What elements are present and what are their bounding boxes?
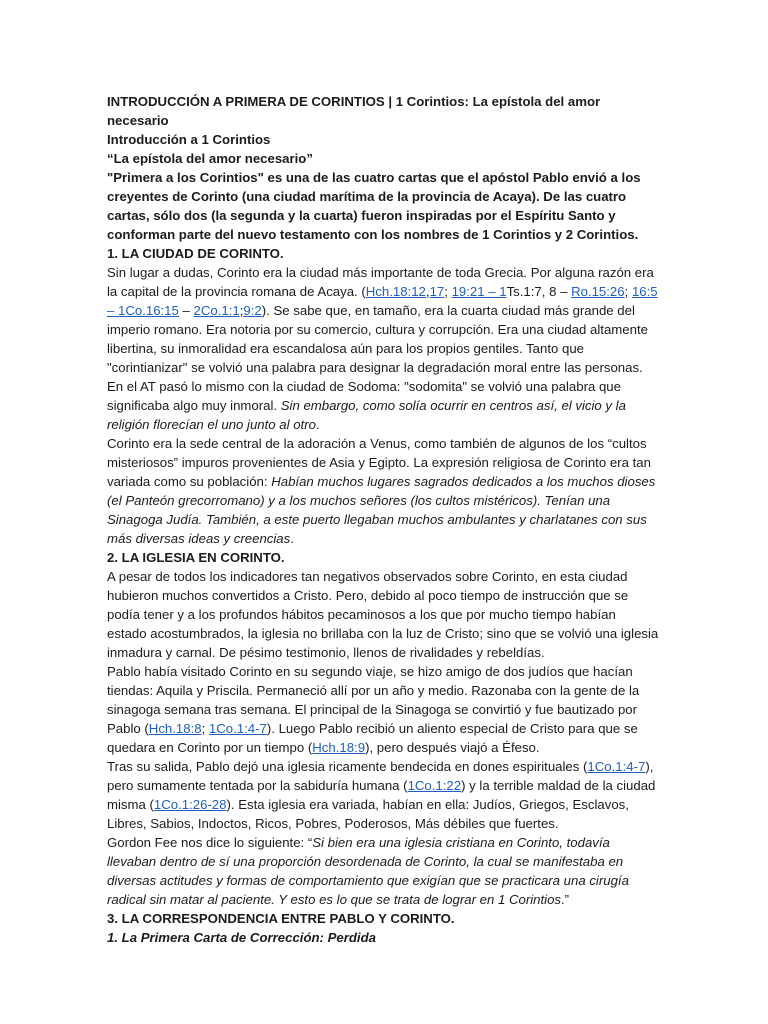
bible-ref-link[interactable]: 1Co.1:22 — [407, 778, 462, 793]
bible-ref-link[interactable]: Ro.15:26 — [571, 284, 625, 299]
bible-ref-link[interactable]: 1Co.1:26-28 — [153, 797, 227, 812]
section-2-paragraph-4 — [107, 833, 659, 909]
section-3-subheading: 1. La Primera Carta de Corrección: Perdida — [107, 930, 376, 945]
bible-ref-link[interactable]: 9:2 — [243, 303, 262, 318]
text-run: Gordon Fee nos dice lo siguiente: “ — [107, 835, 313, 850]
bible-ref-link[interactable]: 1Co.1:4-7 — [208, 721, 267, 736]
bible-ref-link[interactable]: Hch.18:9 — [312, 740, 366, 755]
italic-run: Habían muchos lugares sagrados dedicados a los muchos dioses (el Panteón grecorromano) y a los muchos señores (los cultos mistéricos). Tenían una Sinagoga Judía — [107, 474, 656, 527]
bible-ref-link[interactable]: 16:5 – 1Co.16:15 — [107, 284, 658, 318]
document-title: INTRODUCCIÓN A PRIMERA DE CORINTIOS | 1 Corintios: La epístola del amor necesario — [107, 94, 601, 128]
italic-run: . También, a este puerto llegaban muchos ambulantes y charlatanes con sus más diversas ideas y creencias — [107, 512, 647, 546]
bible-ref-link[interactable]: Hch.18:12 — [365, 284, 426, 299]
section-1-paragraph-2 — [107, 434, 659, 548]
text-run: – — [178, 303, 194, 318]
text-run: ; — [624, 284, 632, 299]
bible-ref-link[interactable]: 1Co.1:4-7 — [587, 759, 646, 774]
section-1-paragraph-1 — [107, 263, 659, 434]
text-run: ; — [444, 284, 452, 299]
text-run: ). Se sabe que, en tamaño, era la cuarta ciudad más grande del imperio romano. Era notoria por su comercio, cultura y corrupción. Era una ciudad altamente libertina, su inmoralidad era escandalosa aún para los propios gentiles. Tanto que "corintianizar" se volvió una palabra para designar la degradación moral entre las personas. En el AT pasó lo mismo con la ciudad de Sodoma: "sodomita" se volvió una palabra que significaba algo muy inmoral. — [107, 303, 648, 413]
text-run: Pablo había visitado Corinto en su segundo viaje, se hizo amigo de dos judíos que hacían tiendas: Aquila y Priscila. Permaneció allí por un año y medio. Razonaba con la gente de la sinagoga semana tras semana. El principal de la Sinagoga se convirtió y fue bautizado por Pablo ( — [107, 664, 640, 736]
document-page — [107, 92, 659, 947]
bible-ref-link[interactable]: 19:21 – 1 — [451, 284, 507, 299]
bible-ref-link[interactable]: Hch.18:8 — [148, 721, 202, 736]
section-2-paragraph-1: A pesar de todos los indicadores tan negativos observados sobre Corinto, en esta ciudad hubieron muchos convertidos a Cristo. Pero, debido al poco tiempo de instrucción que se podía tener y a los profundos hábitos pecaminosos a los que por mucho tiempo habían estado acostumbrados, la iglesia no brillaba con la luz de Cristo; sino que se volvió una iglesia inmadura y carnal. De pésimo testimonio, llenos de rivalidades y rebeldías. — [107, 569, 659, 660]
text-run: ), pero sumamente tentada por la sabiduría humana ( — [107, 759, 654, 793]
italic-run: Sin embargo, como solía ocurrir en centros así, el vicio y la religión florecían el uno junto al otro — [107, 398, 626, 432]
section-1-heading: 1. LA CIUDAD DE CORINTO. — [107, 246, 284, 261]
text-run: ; — [201, 721, 209, 736]
text-run: Tras su salida, Pablo dejó una iglesia ricamente bendecida en dones espirituales ( — [107, 759, 588, 774]
text-run: .” — [561, 892, 570, 907]
section-3-heading: 3. LA CORRESPONDENCIA ENTRE PABLO Y CORINTO. — [107, 911, 455, 926]
text-run: . — [290, 531, 294, 546]
italic-run: Si bien era una iglesia cristiana en Corinto, todavía llevaban dentro de sí una proporción desordenada de Corinto, la cual se manifestaba en diversas actitudes y formas de comportamiento que exigían que se practicara una cirugía radical sin matar al paciente. Y esto es lo que se trata de lograr en 1 Corintios — [107, 835, 629, 907]
text-run: ), pero después viajó a Éfeso. — [365, 740, 540, 755]
text-run: Sin lugar a dudas, Corinto era la ciudad más importante de toda Grecia. Por alguna razón era la capital de la provincia romana de Acaya. ( — [107, 265, 654, 299]
text-run: ). Esta iglesia era variada, habían en ella: Judíos, Griegos, Esclavos, Libres, Sabios, Indoctos, Ricos, Pobres, Poderosos, Más débiles que fuertes. — [107, 797, 629, 831]
text-run: ). Luego Pablo recibió un aliento especial de Cristo para que se quedara en Corinto por un tiempo ( — [107, 721, 638, 755]
text-run: , — [425, 284, 430, 299]
text-run: . — [315, 417, 320, 432]
section-2-heading: 2. LA IGLESIA EN CORINTO. — [107, 550, 285, 565]
text-run: Ts.1:7, 8 – — [506, 284, 572, 299]
text-run: ; — [239, 303, 244, 318]
section-2-paragraph-2 — [107, 662, 659, 757]
bible-ref-link[interactable]: 17 — [429, 284, 445, 299]
document-subtitle: Introducción a 1 Corintios — [107, 132, 271, 147]
bible-ref-link[interactable]: 2Co.1:1 — [193, 303, 240, 318]
document-quote: “La epístola del amor necesario” — [107, 151, 313, 166]
text-run: Corinto era la sede central de la adoración a Venus, como también de algunos de los “cultos misteriosos” impuros provenientes de Asia y Egipto. La expresión religiosa de Corinto era tan variada como su población: — [107, 436, 651, 489]
section-2-paragraph-3 — [107, 757, 659, 833]
intro-paragraph: "Primera a los Corintios" es una de las cuatro cartas que el apóstol Pablo envió a los creyentes de Corinto (una ciudad marítima de la provincia de Acaya). De las cuatro cartas, sólo dos (la segunda y la cuarta) fueron inspiradas por el Espíritu Santo y conforman parte del nuevo testamento con los nombres de 1 Corintios y 2 Corintios. — [107, 170, 641, 242]
text-run: ) y la terrible maldad de la ciudad misma ( — [107, 778, 656, 812]
